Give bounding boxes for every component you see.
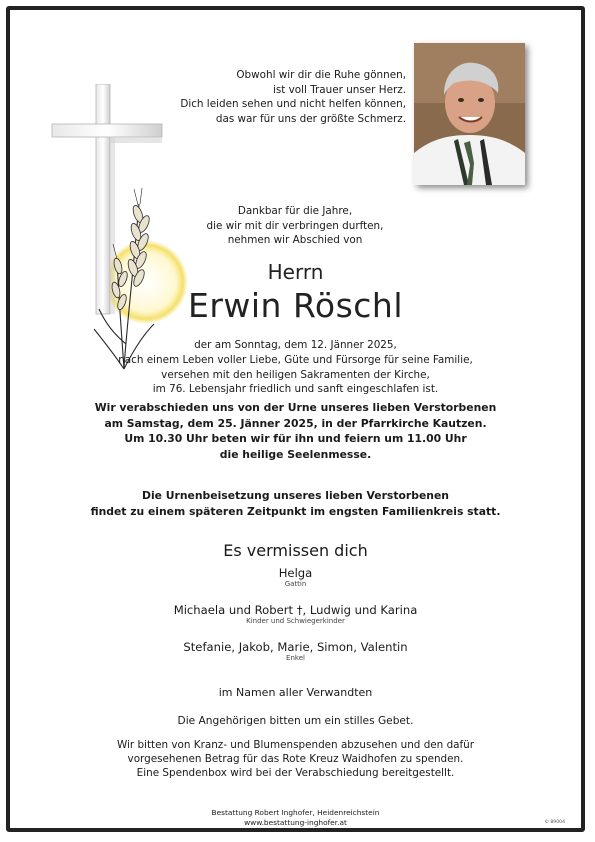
donation-line: Eine Spendenbox wird bei der Verabschiedung bereitgestellt. (136, 767, 455, 780)
portrait-photo (414, 43, 525, 185)
thanks-line: Dankbar für die Jahre, (237, 205, 353, 217)
undertaker-website[interactable]: www.bestattung-inghofer.at (244, 818, 347, 828)
mourners-heading: Es vermissen dich (223, 541, 368, 560)
thanks-line: die wir mit dir verbringen durften, (206, 219, 384, 232)
ceremony-line: am Samstag, dem 25. Jänner 2025, in der Pfarrkirche Kautzen. (104, 416, 487, 430)
poem-line: Obwohl wir dir die Ruhe gönnen, (236, 69, 406, 81)
death-notice-line: der am Sonntag, dem 12. Jänner 2025, (194, 339, 397, 351)
mourner-group (10, 640, 581, 663)
poem-line: Dich leiden sehen und nicht helfen können, (180, 98, 406, 111)
prayer-request: Die Angehörigen bitten um ein stilles Gebet. (177, 715, 414, 727)
mourner-relation: Kinder und Schwiegerkinder (246, 617, 345, 625)
burial-line: Die Urnenbeisetzung unseres lieben Verstorbenen (141, 489, 449, 502)
salutation: Herrn (267, 260, 324, 284)
ceremony-details (10, 400, 581, 462)
mourner-names: Stefanie, Jakob, Marie, Simon, Valentin (183, 640, 408, 654)
ceremony-line: die heilige Seelenmesse. (219, 447, 372, 461)
deceased-name: Erwin Röschl (187, 286, 404, 325)
death-notice-line: versehen mit den heiligen Sakramenten der Kirche, (161, 368, 430, 381)
death-notice-line: im 76. Lebensjahr friedlich und sanft eingeschlafen ist. (152, 383, 439, 396)
mourner-group (10, 566, 581, 589)
ceremony-line: Wir verabschieden uns von der Urne unseres lieben Verstorbenen (94, 401, 497, 414)
parte-frame (6, 6, 585, 832)
donation-line: Wir bitten von Kranz- und Blumenspenden abzusehen und den dafür (116, 739, 475, 751)
gratitude-text (160, 204, 430, 248)
undertaker-name: Bestattung Robert Inghofer, Heidenreichstein (211, 808, 380, 817)
burial-details (10, 488, 581, 519)
death-notice-line: nach einem Leben voller Liebe, Güte und Fürsorge für seine Familie, (118, 353, 473, 366)
relatives-note: im Namen aller Verwandten (218, 686, 373, 699)
donation-request (10, 738, 581, 781)
death-notice (10, 338, 581, 397)
mourner-relation: Gattin (284, 580, 307, 588)
poem-line: das war für uns der größte Schmerz. (215, 112, 406, 125)
memorial-poem (160, 68, 406, 126)
donation-line: vorgesehenen Betrag für das Rote Kreuz Waidhofen zu spenden. (127, 753, 464, 766)
mourner-names: Helga (278, 566, 313, 580)
mourner-group (10, 603, 581, 626)
mourner-names: Michaela und Robert †, Ludwig und Karina (173, 603, 418, 617)
undertaker-info (10, 808, 581, 829)
mourner-relation: Enkel (286, 654, 305, 662)
print-code: © 89004 (544, 820, 565, 825)
ceremony-line: Um 10.30 Uhr beten wir für ihn und feiern um 11.00 Uhr (124, 432, 467, 446)
thanks-line: nehmen wir Abschied von (227, 234, 363, 247)
poem-line: ist voll Trauer unser Herz. (272, 83, 406, 96)
burial-line: findet zu einem späteren Zeitpunkt im engsten Familienkreis statt. (90, 504, 501, 518)
